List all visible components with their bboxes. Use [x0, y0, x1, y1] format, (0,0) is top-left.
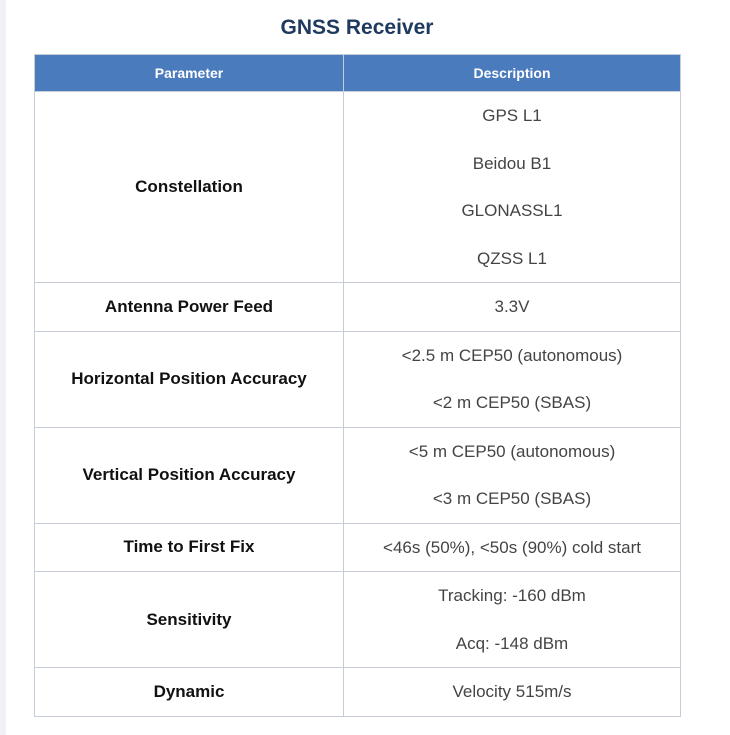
description-cell	[344, 572, 681, 668]
table-row-horizontal-position-accuracy	[35, 331, 681, 427]
table-title: GNSS Receiver	[280, 16, 434, 39]
description-header: Description	[344, 55, 681, 92]
gnss-spec-table	[34, 54, 681, 717]
parameter-cell: Sensitivity	[35, 572, 344, 668]
header-row	[35, 55, 681, 92]
parameter-cell: Antenna Power Feed	[35, 283, 344, 332]
table-row-time-to-first-fix	[35, 523, 681, 572]
description-cell	[344, 92, 681, 283]
description-line: <2 m CEP50 (SBAS)	[432, 393, 592, 412]
description-line: <2.5 m CEP50 (autonomous)	[401, 345, 623, 365]
description-line: Velocity 515m/s	[452, 682, 572, 701]
parameter-cell: Horizontal Position Accuracy	[35, 331, 344, 427]
description-line: GPS L1	[482, 106, 542, 125]
description-line: GLONASSL1	[461, 201, 563, 220]
parameter-cell: Time to First Fix	[35, 523, 344, 572]
parameter-cell: Dynamic	[35, 668, 344, 717]
description-line: Acq: -148 dBm	[455, 633, 569, 653]
description-cell	[344, 523, 681, 572]
table-row-sensitivity	[35, 572, 681, 668]
table-row-antenna-power-feed	[35, 283, 681, 332]
left-rail	[0, 0, 6, 735]
description-line: Beidou B1	[472, 153, 552, 173]
description-cell	[344, 427, 681, 523]
description-line: QZSS L1	[477, 248, 547, 268]
description-cell	[344, 668, 681, 717]
parameter-header: Parameter	[35, 55, 344, 92]
description-line: <46s (50%), <50s (90%) cold start	[383, 537, 641, 557]
description-line: 3.3V	[494, 297, 530, 316]
description-line: Tracking: -160 dBm	[438, 586, 586, 605]
table-row-constellation	[35, 92, 681, 283]
description-cell	[344, 331, 681, 427]
description-cell	[344, 283, 681, 332]
description-line: <3 m CEP50 (SBAS)	[432, 489, 592, 508]
parameter-cell: Vertical Position Accuracy	[35, 427, 344, 523]
description-line: <5 m CEP50 (autonomous)	[408, 441, 616, 461]
table-row-dynamic	[35, 668, 681, 717]
table-row-vertical-position-accuracy	[35, 427, 681, 523]
parameter-cell: Constellation	[35, 92, 344, 283]
